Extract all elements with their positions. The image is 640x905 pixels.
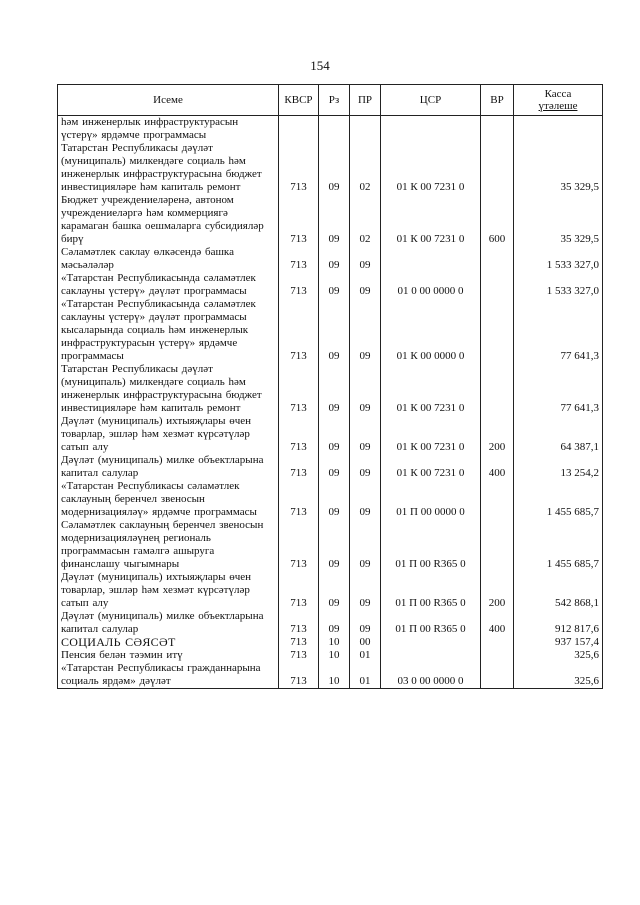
cell-amount: 325,6 xyxy=(514,662,603,689)
cell-rz xyxy=(319,116,350,143)
cell-csr: 01 К 00 7231 0 xyxy=(381,415,481,454)
cell-pr: 09 xyxy=(350,480,381,519)
header-kvsr: КВСР xyxy=(279,85,319,116)
cell-vr xyxy=(481,298,514,363)
table-row xyxy=(58,142,603,194)
cell-amount: 542 868,1 xyxy=(514,571,603,610)
cell-csr: 01 П 00 0000 0 xyxy=(381,480,481,519)
budget-table xyxy=(57,84,603,689)
cell-kvsr: 713 xyxy=(279,246,319,272)
cell-name: «Татарстан Республикасында сәламәтлек саклауны үстерү» дәүләт программасы кысаларында социаль һәм инженерлык инфраструктурасын үстерү» ярдәмче программасы xyxy=(58,298,279,363)
cell-name: Сәламәтлек саклау өлкәсендә башка мәсьәләләр xyxy=(58,246,279,272)
cell-kvsr: 713 xyxy=(279,636,319,649)
cell-vr xyxy=(481,480,514,519)
cell-csr xyxy=(381,649,481,662)
header-name: Исеме xyxy=(58,85,279,116)
cell-rz: 09 xyxy=(319,363,350,415)
header-kassa-line2: үтәлеше xyxy=(538,100,578,112)
cell-amount: 64 387,1 xyxy=(514,415,603,454)
table-row xyxy=(58,636,603,649)
cell-csr: 01 К 00 7231 0 xyxy=(381,142,481,194)
table-row xyxy=(58,519,603,571)
cell-name: Дәүләт (муниципаль) ихтыяҗлары өчен товарлар, эшләр һәм хезмәт күрсәтүләр сатып алу xyxy=(58,571,279,610)
cell-name: «Татарстан Республикасы сәламәтлек саклауның беренчел звеносын модернизацияләү» ярдәмче программасы xyxy=(58,480,279,519)
cell-pr: 02 xyxy=(350,142,381,194)
cell-kvsr xyxy=(279,116,319,143)
page-number: 154 xyxy=(310,58,330,73)
cell-kvsr: 713 xyxy=(279,649,319,662)
cell-vr: 400 xyxy=(481,610,514,636)
header-vr: ВР xyxy=(481,85,514,116)
cell-pr: 09 xyxy=(350,272,381,298)
table-row xyxy=(58,194,603,246)
cell-name: Дәүләт (муниципаль) милке объектларына капитал салулар xyxy=(58,610,279,636)
cell-amount: 77 641,3 xyxy=(514,363,603,415)
cell-rz: 09 xyxy=(319,272,350,298)
cell-csr xyxy=(381,246,481,272)
cell-rz: 09 xyxy=(319,246,350,272)
cell-kvsr: 713 xyxy=(279,194,319,246)
header-kassa xyxy=(514,85,603,116)
cell-name: Бюджет учреждениеләренә, автоном учреждениеләргә һәм коммерциягә карамаган башка оешмаларга субсидияләр бирү xyxy=(58,194,279,246)
cell-pr: 09 xyxy=(350,610,381,636)
cell-vr xyxy=(481,636,514,649)
cell-name: Дәүләт (муниципаль) милке объектларына капитал салулар xyxy=(58,454,279,480)
cell-pr xyxy=(350,116,381,143)
cell-vr xyxy=(481,519,514,571)
table-row xyxy=(58,415,603,454)
cell-name: СОЦИАЛЬ СӘЯСӘТ xyxy=(58,636,279,649)
cell-pr: 00 xyxy=(350,636,381,649)
cell-vr xyxy=(481,272,514,298)
cell-kvsr: 713 xyxy=(279,272,319,298)
cell-amount: 35 329,5 xyxy=(514,194,603,246)
cell-rz: 10 xyxy=(319,662,350,689)
cell-rz: 09 xyxy=(319,194,350,246)
cell-pr: 09 xyxy=(350,363,381,415)
cell-name: Татарстан Республикасы дәүләт (муниципаль) милкендәге социаль һәм инженерлык инфраструктурасына бюджет инвестицияләре һәм капиталь ремонт xyxy=(58,142,279,194)
cell-name: Татарстан Республикасы дәүләт (муниципаль) милкендәге социаль һәм инженерлык инфраструктурасына бюджет инвестицияләре һәм капиталь ремонт xyxy=(58,363,279,415)
cell-rz: 09 xyxy=(319,571,350,610)
cell-kvsr: 713 xyxy=(279,571,319,610)
table-row xyxy=(58,246,603,272)
cell-name: Сәламәтлек саклауның беренчел звеносын модернизацияләүнең региональ программасын гамәлгә ашыруга финанслашу чыгымнары xyxy=(58,519,279,571)
header-kassa-line1: Касса xyxy=(544,88,572,100)
cell-vr xyxy=(481,116,514,143)
cell-vr: 200 xyxy=(481,415,514,454)
cell-rz: 09 xyxy=(319,610,350,636)
cell-pr: 09 xyxy=(350,246,381,272)
cell-rz: 09 xyxy=(319,415,350,454)
table-row xyxy=(58,480,603,519)
header-rz: Рз xyxy=(319,85,350,116)
cell-pr: 01 xyxy=(350,649,381,662)
cell-vr xyxy=(481,142,514,194)
cell-amount: 937 157,4 xyxy=(514,636,603,649)
cell-pr: 02 xyxy=(350,194,381,246)
cell-amount: 35 329,5 xyxy=(514,142,603,194)
cell-kvsr: 713 xyxy=(279,480,319,519)
cell-kvsr: 713 xyxy=(279,298,319,363)
cell-csr: 01 П 00 R365 0 xyxy=(381,519,481,571)
cell-csr: 01 К 00 0000 0 xyxy=(381,298,481,363)
table-row xyxy=(58,662,603,689)
cell-name: «Татарстан Республикасында сәламәтлек саклауны үстерү» дәүләт программасы xyxy=(58,272,279,298)
cell-kvsr: 713 xyxy=(279,610,319,636)
cell-vr xyxy=(481,246,514,272)
cell-amount: 1 533 327,0 xyxy=(514,272,603,298)
table-row xyxy=(58,649,603,662)
cell-csr: 01 К 00 7231 0 xyxy=(381,454,481,480)
cell-rz: 10 xyxy=(319,636,350,649)
cell-vr: 400 xyxy=(481,454,514,480)
cell-vr xyxy=(481,649,514,662)
table-row xyxy=(58,454,603,480)
table-body xyxy=(58,116,603,689)
cell-rz: 09 xyxy=(319,480,350,519)
cell-amount: 325,6 xyxy=(514,649,603,662)
cell-kvsr: 713 xyxy=(279,454,319,480)
table-row xyxy=(58,298,603,363)
table-row xyxy=(58,363,603,415)
cell-name: һәм инженерлык инфраструктурасын үстерү» ярдәмче программасы xyxy=(58,116,279,143)
table-row xyxy=(58,272,603,298)
cell-vr xyxy=(481,662,514,689)
table-row xyxy=(58,116,603,143)
cell-rz: 09 xyxy=(319,454,350,480)
cell-vr: 200 xyxy=(481,571,514,610)
cell-csr xyxy=(381,116,481,143)
cell-amount: 1 533 327,0 xyxy=(514,246,603,272)
cell-csr: 01 П 00 R365 0 xyxy=(381,610,481,636)
cell-pr: 09 xyxy=(350,298,381,363)
cell-pr: 09 xyxy=(350,571,381,610)
cell-kvsr: 713 xyxy=(279,519,319,571)
cell-name: Дәүләт (муниципаль) ихтыяҗлары өчен товарлар, эшләр һәм хезмәт күрсәтүләр сатып алу xyxy=(58,415,279,454)
cell-kvsr: 713 xyxy=(279,415,319,454)
cell-csr: 01 0 00 0000 0 xyxy=(381,272,481,298)
cell-csr xyxy=(381,636,481,649)
cell-kvsr: 713 xyxy=(279,363,319,415)
cell-rz: 09 xyxy=(319,298,350,363)
cell-vr xyxy=(481,363,514,415)
table-row xyxy=(58,610,603,636)
cell-csr: 03 0 00 0000 0 xyxy=(381,662,481,689)
cell-pr: 09 xyxy=(350,454,381,480)
cell-amount: 1 455 685,7 xyxy=(514,519,603,571)
cell-rz: 09 xyxy=(319,519,350,571)
header-csr: ЦСР xyxy=(381,85,481,116)
cell-amount: 77 641,3 xyxy=(514,298,603,363)
cell-amount xyxy=(514,116,603,143)
cell-kvsr: 713 xyxy=(279,142,319,194)
cell-csr: 01 К 00 7231 0 xyxy=(381,363,481,415)
cell-name: «Татарстан Республикасы гражданнарына социаль ярдәм» дәүләт xyxy=(58,662,279,689)
cell-vr: 600 xyxy=(481,194,514,246)
cell-csr: 01 К 00 7231 0 xyxy=(381,194,481,246)
table-header-row xyxy=(58,85,603,116)
header-pr: ПР xyxy=(350,85,381,116)
cell-amount: 912 817,6 xyxy=(514,610,603,636)
cell-rz: 10 xyxy=(319,649,350,662)
cell-pr: 09 xyxy=(350,519,381,571)
cell-amount: 1 455 685,7 xyxy=(514,480,603,519)
cell-pr: 09 xyxy=(350,415,381,454)
cell-kvsr: 713 xyxy=(279,662,319,689)
cell-pr: 01 xyxy=(350,662,381,689)
cell-amount: 13 254,2 xyxy=(514,454,603,480)
cell-csr: 01 П 00 R365 0 xyxy=(381,571,481,610)
table-row xyxy=(58,571,603,610)
cell-name: Пенсия белән тәэмин итү xyxy=(58,649,279,662)
cell-rz: 09 xyxy=(319,142,350,194)
